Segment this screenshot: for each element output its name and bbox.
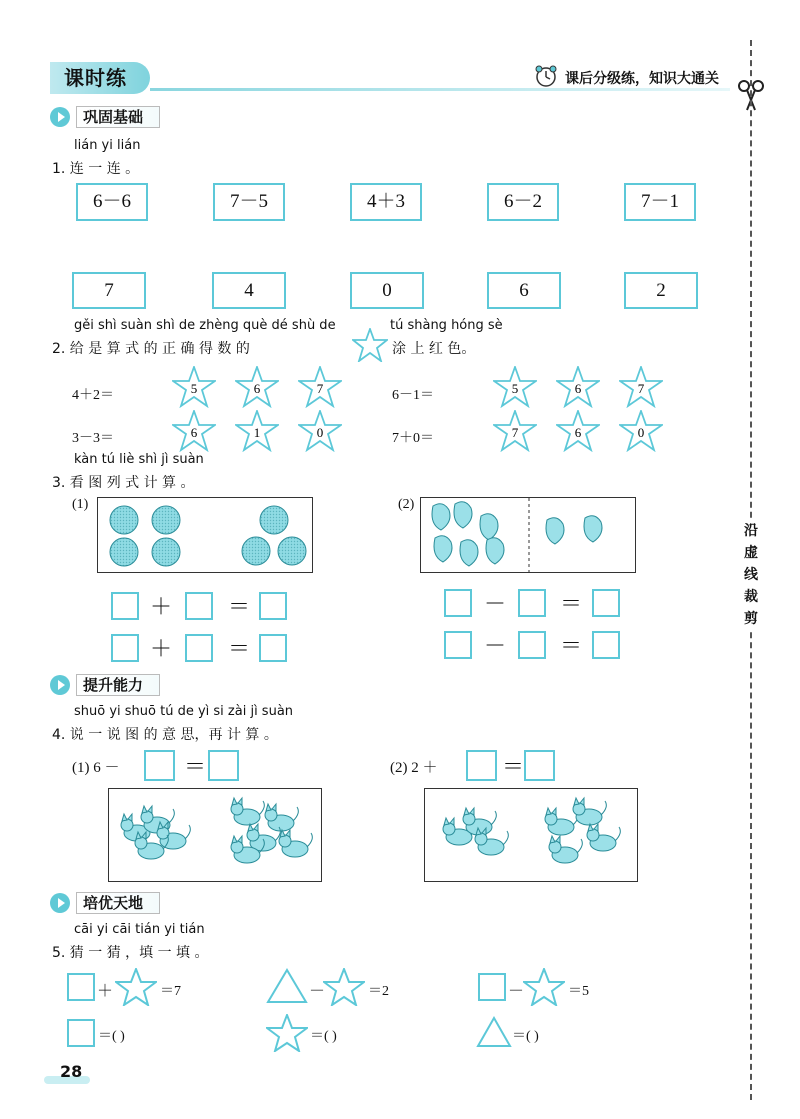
answer-star[interactable] <box>172 410 216 452</box>
question-1: 1. 连 一 连 。 <box>52 161 140 177</box>
strawberry-icon <box>434 536 452 562</box>
star-icon <box>352 328 388 362</box>
strawberry-icon <box>480 514 498 540</box>
equation-prefix: (1) 6 － <box>72 760 120 776</box>
cut-char: 沿 <box>744 523 758 539</box>
star-number: 6 <box>574 425 582 440</box>
mystery-star[interactable] <box>323 968 365 1006</box>
mystery-square[interactable] <box>478 973 506 1001</box>
expression: 6－1＝ <box>392 388 434 403</box>
match-card-top[interactable]: 6－6 <box>76 183 148 221</box>
section-heading <box>50 674 160 696</box>
equals-sign: ＝ <box>560 592 583 617</box>
kitten-icon <box>475 828 508 855</box>
result: ＝2 <box>368 984 389 999</box>
match-card-top[interactable]: 6－2 <box>487 183 559 221</box>
strawberry-icon <box>460 540 478 566</box>
pinyin: cāi yi cāi tián yi tián <box>74 922 205 937</box>
answer-star[interactable] <box>298 366 342 408</box>
answer-box[interactable] <box>144 750 175 781</box>
strawberry-icon <box>584 516 602 542</box>
answer-star[interactable] <box>172 366 216 408</box>
pinyin: lián yi lián <box>74 138 141 153</box>
answer-star[interactable] <box>493 366 537 408</box>
header-rule <box>150 88 730 91</box>
answer-box[interactable] <box>111 634 139 662</box>
kitten-icon <box>231 798 264 825</box>
equals-sign: ＝ <box>228 595 251 620</box>
star-number: 6 <box>574 381 582 396</box>
equals-sign: ＝ <box>502 755 525 780</box>
minus-sign: － <box>484 592 507 617</box>
mystery-star[interactable] <box>523 968 565 1006</box>
answer-box[interactable] <box>259 592 287 620</box>
operator: ＋ <box>97 983 114 1000</box>
part-label: (1) <box>72 497 89 512</box>
circle-counter <box>110 538 138 566</box>
answer-star[interactable] <box>556 366 600 408</box>
star-number: 7 <box>637 381 645 396</box>
cut-char: 剪 <box>744 611 758 627</box>
answer-star[interactable] <box>298 410 342 452</box>
answer-star[interactable] <box>556 410 600 452</box>
star-number: 6 <box>253 381 261 396</box>
pinyin: kàn tú liè shì jì suàn <box>74 452 204 467</box>
operator: － <box>508 983 525 1000</box>
match-card-top[interactable]: 7－1 <box>624 183 696 221</box>
plus-sign: ＋ <box>150 595 173 620</box>
mystery-triangle[interactable] <box>476 1016 512 1048</box>
kitten-icon <box>573 798 606 825</box>
equals-sign: ＝ <box>560 634 583 659</box>
answer-box[interactable] <box>208 750 239 781</box>
mystery-star[interactable] <box>266 1014 308 1052</box>
alarm-clock-icon <box>533 64 559 88</box>
question-2: 2. 给 是 算 式 的 正 确 得 数 的 <box>52 341 250 357</box>
mystery-triangle[interactable] <box>266 968 308 1004</box>
part-label: (2) <box>398 497 415 512</box>
strawberry-picture <box>420 497 636 573</box>
match-card-bottom[interactable]: 6 <box>487 272 561 309</box>
expression: 3－3＝ <box>72 431 114 446</box>
answer-box[interactable] <box>185 634 213 662</box>
star-number: 5 <box>190 381 198 396</box>
answer-star[interactable] <box>493 410 537 452</box>
question-4: 4. 说 一 说 图 的 意 思，再 计 算 。 <box>52 727 278 743</box>
section-title: 巩固基础 <box>76 106 160 128</box>
answer-star[interactable] <box>235 366 279 408</box>
section-heading <box>50 892 160 914</box>
match-card-top[interactable]: 7－5 <box>213 183 285 221</box>
star-number: 0 <box>637 425 645 440</box>
answer-box[interactable] <box>185 592 213 620</box>
plus-sign: ＋ <box>150 637 173 662</box>
circle-counter <box>242 537 270 565</box>
match-card-bottom[interactable]: 4 <box>212 272 286 309</box>
cut-char: 线 <box>744 567 758 583</box>
question-3: 3. 看 图 列 式 计 算 。 <box>52 475 195 491</box>
answer-box[interactable] <box>466 750 497 781</box>
pinyin: gěi shì suàn shì de zhèng què dé shù de <box>74 318 336 333</box>
result: ＝5 <box>568 984 589 999</box>
match-card-bottom[interactable]: 0 <box>350 272 424 309</box>
star-number: 0 <box>316 425 324 440</box>
section-title: 培优天地 <box>76 892 160 914</box>
page-number: 28 <box>60 1062 83 1081</box>
answer-box[interactable] <box>524 750 555 781</box>
answer-star[interactable] <box>235 410 279 452</box>
answer-box[interactable] <box>518 631 546 659</box>
mystery-star[interactable] <box>115 968 157 1006</box>
kitten-icon <box>549 836 582 863</box>
equation-prefix: (2) 2 ＋ <box>390 760 438 776</box>
play-icon <box>50 107 70 127</box>
star-number: 1 <box>253 425 261 440</box>
circle-counter <box>152 538 180 566</box>
strawberry-icon <box>546 518 564 544</box>
question-5: 5. 猜 一 猜 ，填 一 填 。 <box>52 945 209 961</box>
answer-box[interactable] <box>444 631 472 659</box>
answer-box[interactable] <box>444 589 472 617</box>
match-card-bottom[interactable]: 2 <box>624 272 698 309</box>
strawberry-icon <box>454 502 472 528</box>
match-card-bottom[interactable]: 7 <box>72 272 146 309</box>
result: ＝7 <box>160 984 181 999</box>
mystery-square[interactable] <box>67 973 95 1001</box>
page-title: 课时练 <box>50 62 150 94</box>
kitten-icon <box>587 824 620 851</box>
mystery-square[interactable] <box>67 1019 95 1047</box>
answer-box[interactable] <box>592 589 620 617</box>
cut-label <box>738 520 764 630</box>
expression: 7＋0＝ <box>392 431 434 446</box>
kitten-icon <box>279 830 312 857</box>
star-number: 7 <box>511 425 519 440</box>
answer-box[interactable] <box>592 631 620 659</box>
kitten-icon <box>265 804 298 831</box>
kitten-icon <box>157 822 190 849</box>
star-number: 5 <box>511 381 519 396</box>
cut-char: 虚 <box>744 545 758 561</box>
header-tagline: 课后分级练，知识大通关 <box>565 71 719 87</box>
question-2-tail: 涂 上 红 色。 <box>392 341 476 357</box>
play-icon <box>50 675 70 695</box>
section-title: 提升能力 <box>76 674 160 696</box>
play-icon <box>50 893 70 913</box>
strawberry-icon <box>486 538 504 564</box>
answer-blank[interactable]: ＝( ) <box>512 1029 539 1044</box>
match-card-top[interactable]: 4＋3 <box>350 183 422 221</box>
kitten-picture-1 <box>108 788 322 882</box>
circle-counter <box>152 506 180 534</box>
strawberry-icon <box>432 504 450 530</box>
answer-box[interactable] <box>111 592 139 620</box>
answer-box[interactable] <box>518 589 546 617</box>
cut-char: 裁 <box>744 589 758 605</box>
expression: 4＋2＝ <box>72 388 114 403</box>
operator: － <box>309 983 326 1000</box>
equals-sign: ＝ <box>228 637 251 662</box>
minus-sign: － <box>484 634 507 659</box>
circle-counter <box>110 506 138 534</box>
answer-blank[interactable]: ＝( ) <box>98 1029 125 1044</box>
pinyin: shuō yi shuō tú de yì si zài jì suàn <box>74 704 294 719</box>
kitten-picture-2 <box>424 788 638 882</box>
dot-picture <box>97 497 313 573</box>
answer-box[interactable] <box>259 634 287 662</box>
pinyin: tú shàng hóng sè <box>390 318 503 333</box>
answer-star[interactable] <box>619 410 663 452</box>
answer-blank[interactable]: ＝( ) <box>310 1029 337 1044</box>
equals-sign: ＝ <box>184 755 207 780</box>
circle-counter <box>260 506 288 534</box>
circle-counter <box>278 537 306 565</box>
star-number: 6 <box>190 425 198 440</box>
star-number: 7 <box>316 381 324 396</box>
answer-star[interactable] <box>619 366 663 408</box>
section-heading <box>50 106 160 128</box>
